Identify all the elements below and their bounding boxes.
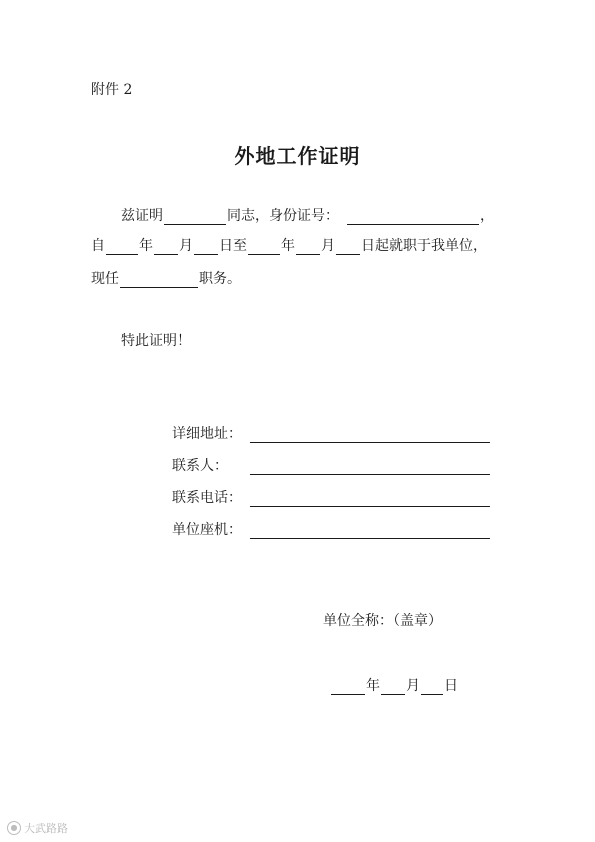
watermark-logo-icon: ● [7, 821, 21, 835]
certify-statement: 特此证明！ [121, 333, 191, 349]
text-comma: ， [480, 208, 494, 224]
landline-field[interactable] [250, 524, 490, 539]
name-blank[interactable] [164, 210, 226, 225]
body-line-3 [91, 268, 241, 288]
org-name-stamp: 单位全称：（盖章） [323, 613, 442, 629]
document-title: 外地工作证明 [234, 144, 361, 168]
text-from: 自 [91, 238, 105, 254]
address-row [172, 423, 490, 443]
text-month: 月 [179, 238, 193, 254]
text-certify-prefix: 兹证明 [121, 208, 163, 224]
text-position: 职务。 [199, 271, 241, 287]
text-comrade-id: 同志，身份证号： [227, 208, 339, 224]
phone-row [172, 487, 490, 507]
start-month-blank[interactable] [154, 240, 178, 255]
date-year-label: 年 [366, 678, 380, 694]
text-year: 年 [139, 238, 153, 254]
address-field[interactable] [250, 428, 490, 443]
body-line-2 [91, 235, 487, 255]
address-label: 详细地址： [172, 426, 242, 442]
text-day-to: 日至 [219, 238, 247, 254]
text-current: 现任 [91, 271, 119, 287]
watermark-text: 大武路路 [24, 822, 68, 835]
contact-field[interactable] [250, 460, 490, 475]
landline-row [172, 519, 490, 539]
text-employed-since: 日起就职于我单位， [361, 238, 487, 254]
position-blank[interactable] [120, 273, 198, 288]
contact-label: 联系人： [172, 458, 228, 474]
body-line-1 [121, 205, 494, 225]
attachment-label: 附件 2 [91, 82, 133, 98]
date-line [330, 675, 458, 695]
date-year-blank[interactable] [331, 680, 365, 695]
end-year-blank[interactable] [248, 240, 280, 255]
date-day-label: 日 [444, 678, 458, 694]
start-day-blank[interactable] [194, 240, 218, 255]
start-year-blank[interactable] [106, 240, 138, 255]
landline-label: 单位座机： [172, 522, 242, 538]
date-month-label: 月 [406, 678, 420, 694]
end-month-blank[interactable] [296, 240, 320, 255]
id-number-blank[interactable] [347, 210, 479, 225]
date-day-blank[interactable] [421, 680, 443, 695]
text-month-2: 月 [321, 238, 335, 254]
text-year-2: 年 [281, 238, 295, 254]
phone-field[interactable] [250, 492, 490, 507]
date-month-blank[interactable] [381, 680, 405, 695]
phone-label: 联系电话： [172, 490, 242, 506]
contact-row [172, 455, 490, 475]
watermark [7, 820, 68, 836]
end-day-blank[interactable] [336, 240, 360, 255]
